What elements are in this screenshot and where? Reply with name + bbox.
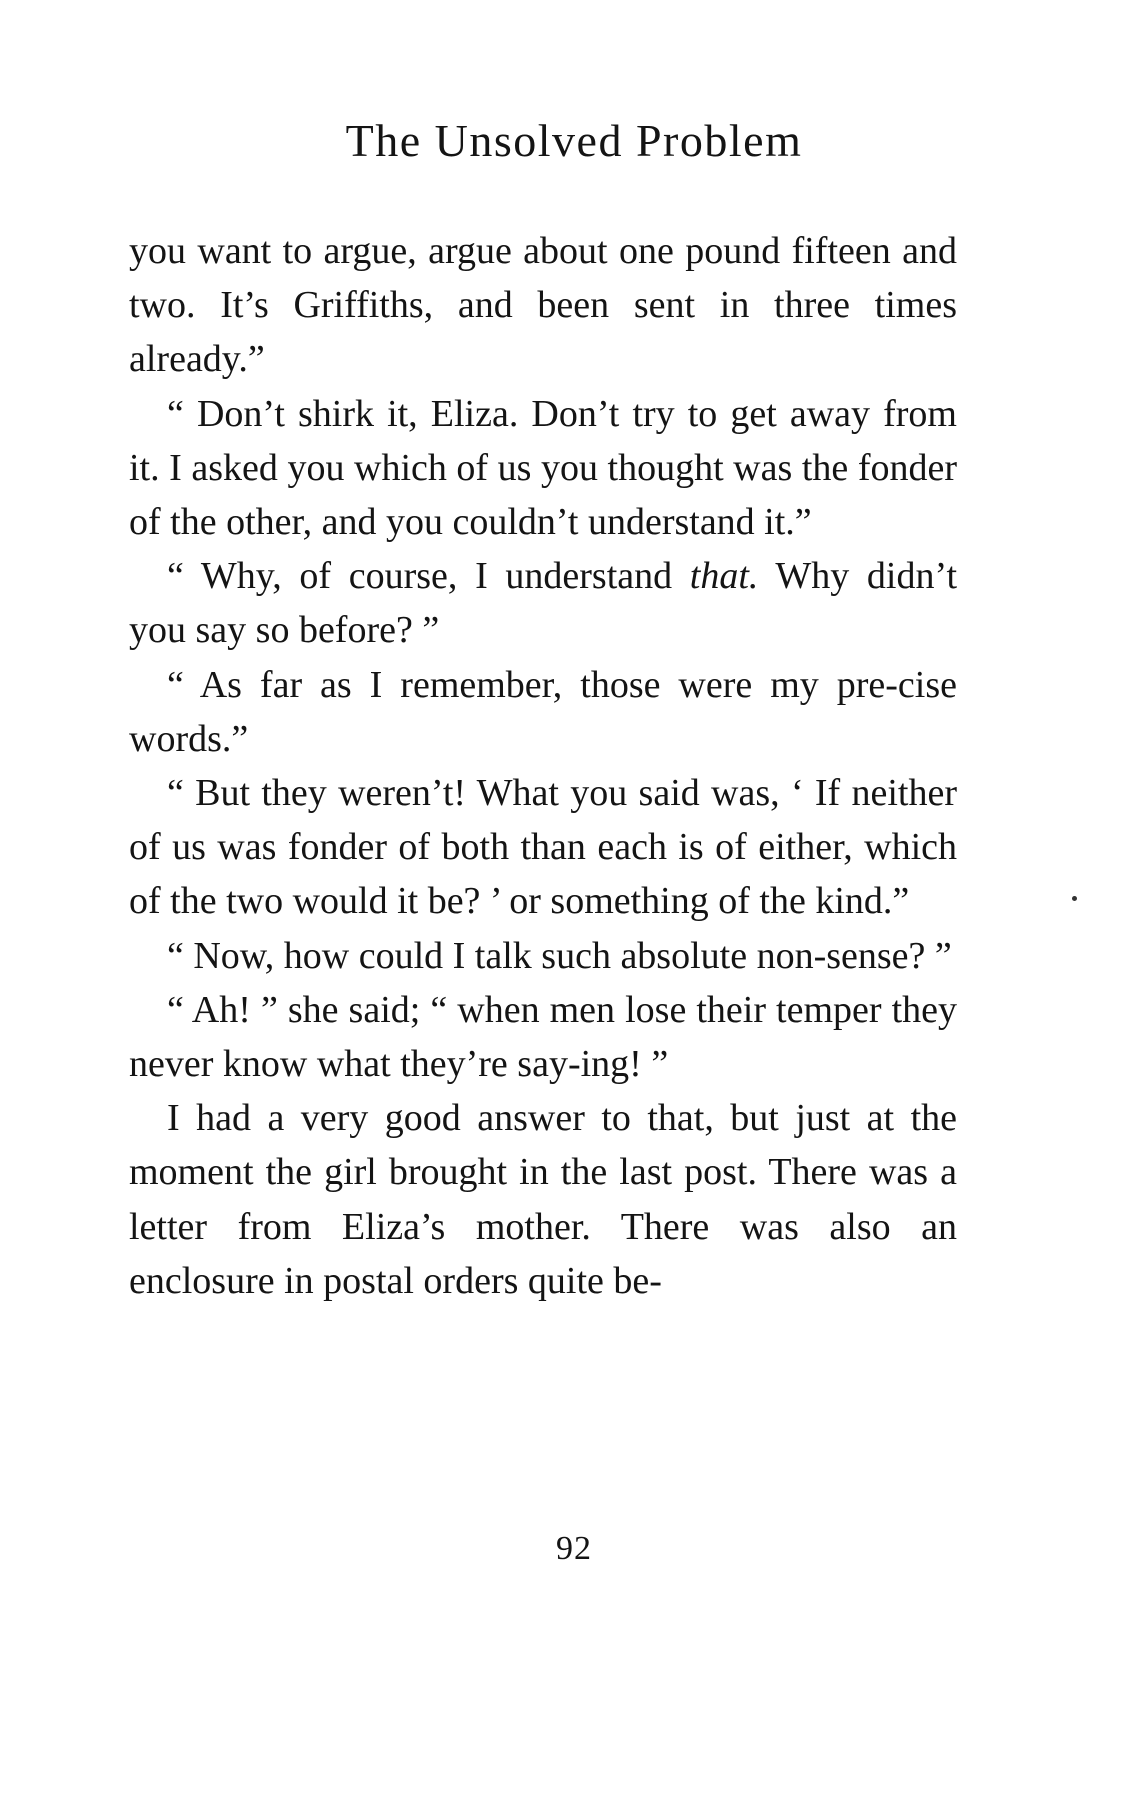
paragraph-as-far: “ As far as I remember, those were my pre-cise words.” [129,663,957,760]
running-head: The Unsolved Problem [345,115,803,166]
paragraph-continuation-first-line: you want to argue, argue about one pound [129,230,781,272]
paragraph-ah-she-said: “ Ah! ” she said; “ when men lose their temper they never know what they’re say-ing! ” [129,988,957,1086]
paragraph-i-had: I had a very good answer to that, but just at the moment the girl brought in the last post. There was a letter from Eliza’s mother. There was also an enclosure in postal orders quite be- [129,1097,957,1302]
paragraph-dont-shirk: “ Don’t shirk it, Eliza. Don’t try to get away from it. I asked you which of us you thought was the fonder of the other, and you couldn’t understand it.” [129,392,957,544]
paragraph-continuation [129,224,957,387]
page-number: 92 [556,1530,592,1567]
paragraph-but-they: “ But they weren’t! What you said was, ‘ If neither of us was fonder of both than each is of either, which of the two would it be? ’ or something of the kind.” [129,772,957,923]
paragraph-continuation-rest: fifteen and two. It’s Griffiths, and been sent in three times already.” [129,230,957,381]
emphasis-that: that. [689,555,759,598]
paragraph-why-after: Why didn’t you say so before? ” [129,555,957,652]
paragraph-why-of-course [129,549,957,657]
body-text [129,224,957,1308]
paragraph-why-before: “ Why, of course, I understand [167,555,690,598]
paragraph-now-how: “ Now, how could I talk such absolute non-sense? ” [167,934,952,977]
ink-speck [1072,896,1077,901]
